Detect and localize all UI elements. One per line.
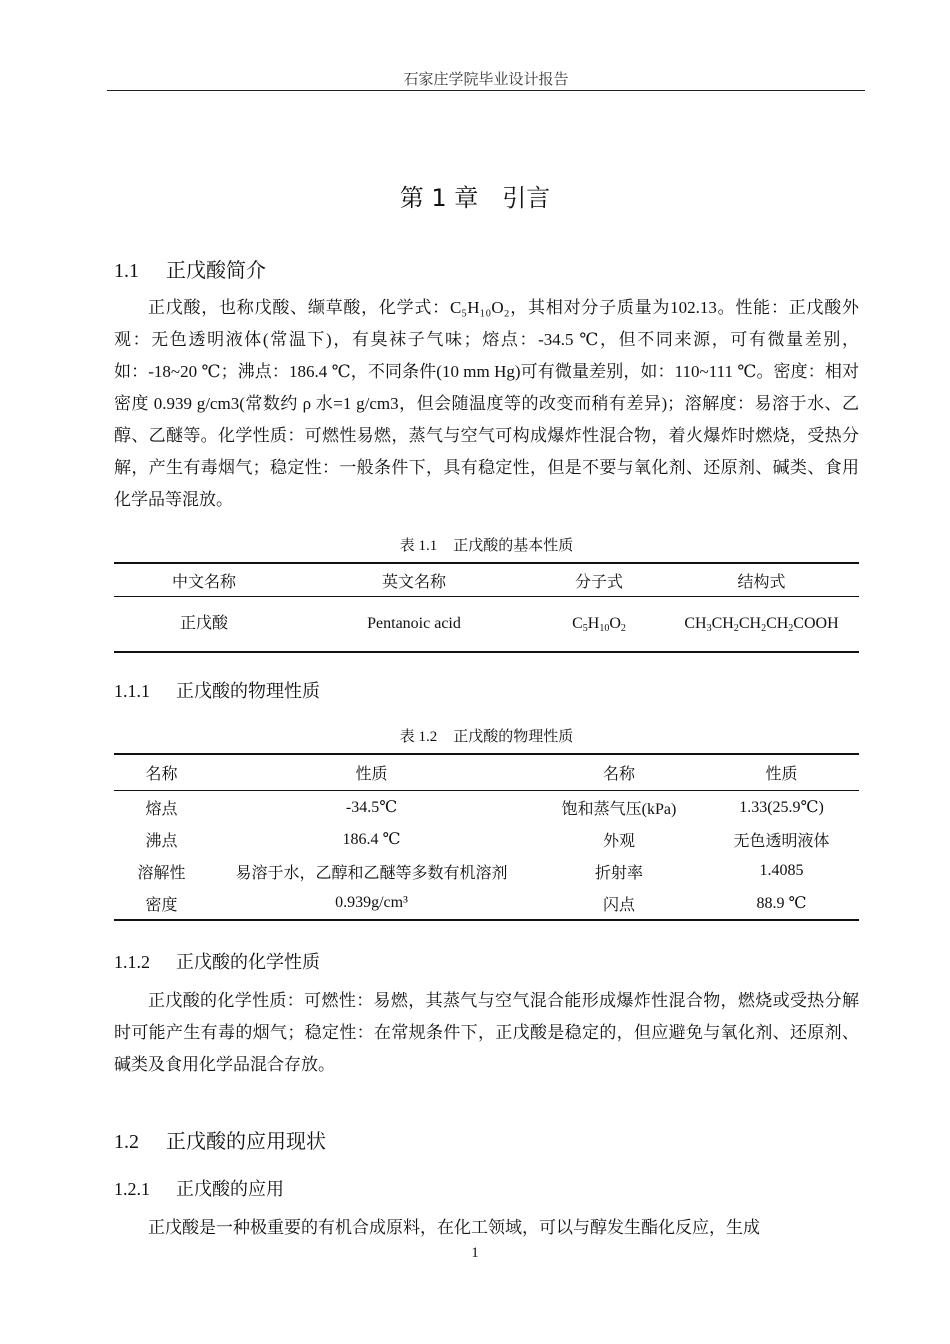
intro-paragraph: 正戊酸，也称戊酸、缬草酸，化学式：C₅H₁₀O₂，其相对分子质量为102.13。性能：正戊酸外观：无色透明液体(常温下)，有臭袜子气味；熔点：-34.5 ℃，但不同来源，可有微量差别，如：-18~20 ℃；沸点：186.4 ℃，不同条件(10 mm Hg)可有微量差别，如：110~111 ℃。密度：相对密度 0.939 g/cm3(常数约 ρ 水=1 g/cm3，但会随温度等的改变而稍有差异)；溶解度：易溶于水、乙醇、乙醚等。化学性质：可燃性易燃，蒸气与空气可构成爆炸性混合物，着火爆炸时燃烧，受热分解，产生有毒烟气；稳定性：一般条件下，具有稳定性，但是不要与氧化剂、还原剂、碱类、食用化学品等混放。 — [114, 298, 859, 509]
table-cell: 易溶于水，乙醇和乙醚等多数有机溶剂 — [235, 864, 508, 882]
chapter-title: 第 1 章 引言 — [399, 184, 551, 212]
subsection-number: 1.1.1 — [114, 681, 150, 701]
table-header-cell: 中文名称 — [114, 563, 294, 597]
table-cell: 溶解性 — [137, 864, 186, 882]
caption-title: 正戊酸的物理性质 — [453, 727, 574, 745]
table-cell: 熔点 — [145, 800, 178, 818]
page-header: 石家庄学院毕业设计报告 — [403, 72, 569, 88]
table-row — [114, 823, 859, 855]
table-cell: 1.4085 — [759, 862, 804, 879]
table-cell: 0.939g/cm³ — [209, 887, 534, 920]
section-number: 1.2 — [114, 1131, 139, 1153]
physical-properties-table — [114, 753, 859, 921]
table-row — [114, 887, 859, 920]
table-cell: 饱和蒸气压(kPa) — [561, 800, 677, 818]
table-cell: 沸点 — [145, 832, 178, 850]
table-cell-cn-name: 正戊酸 — [114, 597, 294, 653]
caption-number: 表 1.2 — [399, 729, 438, 745]
table-cell: 88.9 ℃ — [704, 887, 859, 920]
table-cell: 闪点 — [534, 887, 704, 920]
table-header-cell: 性质 — [704, 754, 859, 791]
table-cell: 折射率 — [594, 864, 643, 882]
table-cell-structure: $CH_3CH_2CH_2CH_2COOH$ — [664, 597, 859, 653]
subsection-title: 正戊酸的化学性质 — [176, 952, 320, 973]
subsection-title: 正戊酸的物理性质 — [176, 681, 320, 702]
table-header-row — [114, 563, 859, 597]
table-cell-formula: $C_5H_{10}O_2$ — [534, 597, 664, 653]
table-2-caption — [114, 725, 859, 746]
table-header-cell: 名称 — [114, 754, 209, 791]
table-header-cell: 名称 — [534, 754, 704, 791]
table-cell: -34.5℃ — [345, 799, 398, 816]
section-title: 正戊酸的应用现状 — [166, 1129, 326, 1153]
table-header-cell: 性质 — [209, 754, 534, 791]
table-cell: 186.4 ℃ — [342, 831, 401, 848]
table-cell: 无色透明液体 — [733, 832, 830, 850]
table-cell-en-name: Pentanoic acid — [294, 597, 534, 653]
section-number: 1.1 — [114, 260, 139, 282]
chemical-properties-paragraph: 正戊酸的化学性质：可燃性：易燃，其蒸气与空气混合能形成爆炸性混合物，燃烧或受热分解时可能产生有毒的烟气；稳定性：在常规条件下，正戊酸是稳定的，但应避免与氧化剂、还原剂、碱类及食用化学品混合存放。 — [114, 991, 859, 1074]
table-row — [114, 855, 859, 887]
application-paragraph: 正戊酸是一种极重要的有机合成原料，在化工领域，可以与醇发生酯化反应，生成 — [148, 1218, 760, 1237]
caption-title: 正戊酸的基本性质 — [453, 536, 574, 554]
table-cell: 1.33(25.9℃) — [739, 799, 824, 816]
table-header-cell: 结构式 — [664, 563, 859, 597]
table-header-cell: 英文名称 — [294, 563, 534, 597]
header-rule — [107, 90, 865, 91]
subsection-number: 1.1.2 — [114, 952, 150, 972]
table-row — [114, 597, 859, 653]
basic-properties-table — [114, 562, 859, 653]
subsection-heading-1-1-2 — [114, 948, 320, 974]
page-number: 1 — [471, 1245, 479, 1261]
subsection-number: 1.2.1 — [114, 1179, 150, 1199]
section-heading-1-1 — [114, 254, 266, 283]
caption-number: 表 1.1 — [399, 538, 438, 554]
subsection-heading-1-1-1 — [114, 677, 320, 703]
table-header-row — [114, 754, 859, 791]
subsection-heading-1-2-1 — [114, 1175, 284, 1201]
subsection-title: 正戊酸的应用 — [176, 1179, 284, 1200]
table-1-caption — [114, 534, 859, 555]
section-heading-1-2 — [114, 1125, 326, 1154]
section-title: 正戊酸简介 — [166, 258, 266, 282]
table-header-cell: 分子式 — [534, 563, 664, 597]
table-row — [114, 791, 859, 824]
table-cell: 外观 — [602, 832, 635, 850]
table-cell: 密度 — [114, 887, 209, 920]
